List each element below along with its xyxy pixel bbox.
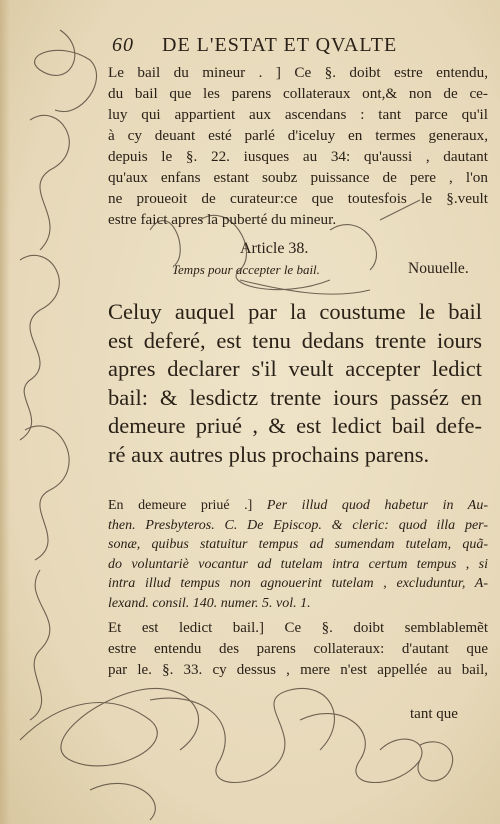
article-text xyxy=(108,298,482,469)
text-line: à cy deuant esté parlé d'iceluy en termes generaux, xyxy=(108,127,488,144)
note-line: estre entendu des parens collateraux: d'autant que xyxy=(108,641,488,657)
note-line: sonæ, quibus statuitur tempus ad sumendam tutelam, quã- xyxy=(108,537,488,553)
note-lemma: En demeure priué .] xyxy=(108,498,267,513)
commentary-paragraph-1 xyxy=(108,62,488,230)
note-line: Et est ledict bail.] Ce §. doibt semblablemẽt xyxy=(108,620,488,636)
article-text-line: ré aux autres plus prochains parens. xyxy=(108,441,430,467)
catchword: tant que xyxy=(410,706,458,722)
text-line: luy qui appartient aux ascendans : tant parce qu'il xyxy=(108,106,488,123)
article-subtitle: Temps pour accepter le bail. xyxy=(172,262,320,277)
note-latin: Per illud quod habetur in Au- xyxy=(266,498,488,513)
text-line: qu'aux enfans estant soubz puissance de pere , l'on xyxy=(108,169,488,186)
note-line: lexand. consil. 140. numer. 5. vol. 1. xyxy=(108,595,311,611)
note-line: par le. §. 33. cy dessus , mere n'est appellée au bail, xyxy=(108,662,488,678)
article-text-line: bail: & lesdictz trente iours passéz en xyxy=(108,384,482,410)
article-text-line: Celuy auquel par la coustume le bail xyxy=(108,299,482,324)
note-line: intra illud tempus non agnouerint tutelam , excluduntur, A- xyxy=(108,576,488,592)
note-line: do voluntariè vocantur ad tutelam intra certum tempus , si xyxy=(108,556,488,572)
text-line: estre faict apres la puberté du mineur. xyxy=(108,211,337,228)
page-gutter-shadow xyxy=(0,0,10,824)
note-line: then. Presbyteros. C. De Episcop. & cleric: quod illa per- xyxy=(108,517,488,533)
text-line: Le bail du mineur . ] Ce §. doibt estre entendu, xyxy=(108,64,488,81)
article-text-line: demeure priué , & est ledict bail defe- xyxy=(108,413,482,438)
annotation-note-1 xyxy=(108,496,488,614)
text-line: du bail que les parens collateraux ont,& non de ce- xyxy=(108,85,488,102)
text-line: ne proueoit de curateur:ce que toutesfois le §.veult xyxy=(108,190,488,207)
annotation-note-2 xyxy=(108,618,488,681)
running-title: DE L'ESTAT ET QVALTE xyxy=(162,34,398,56)
note-line xyxy=(108,496,488,516)
page-number: 60 xyxy=(112,34,134,56)
article-text-line: apres declarer s'il veult accepter ledict xyxy=(108,356,482,381)
article-text-line: est deferé, est tenu dedans trente iours xyxy=(108,327,482,353)
text-line: depuis le §. 22. iusques au 34: qu'aussi , dautant xyxy=(108,148,488,165)
article-heading: Article 38. xyxy=(240,240,309,257)
article-tag: Nouuelle. xyxy=(408,260,469,277)
running-header xyxy=(112,34,482,60)
